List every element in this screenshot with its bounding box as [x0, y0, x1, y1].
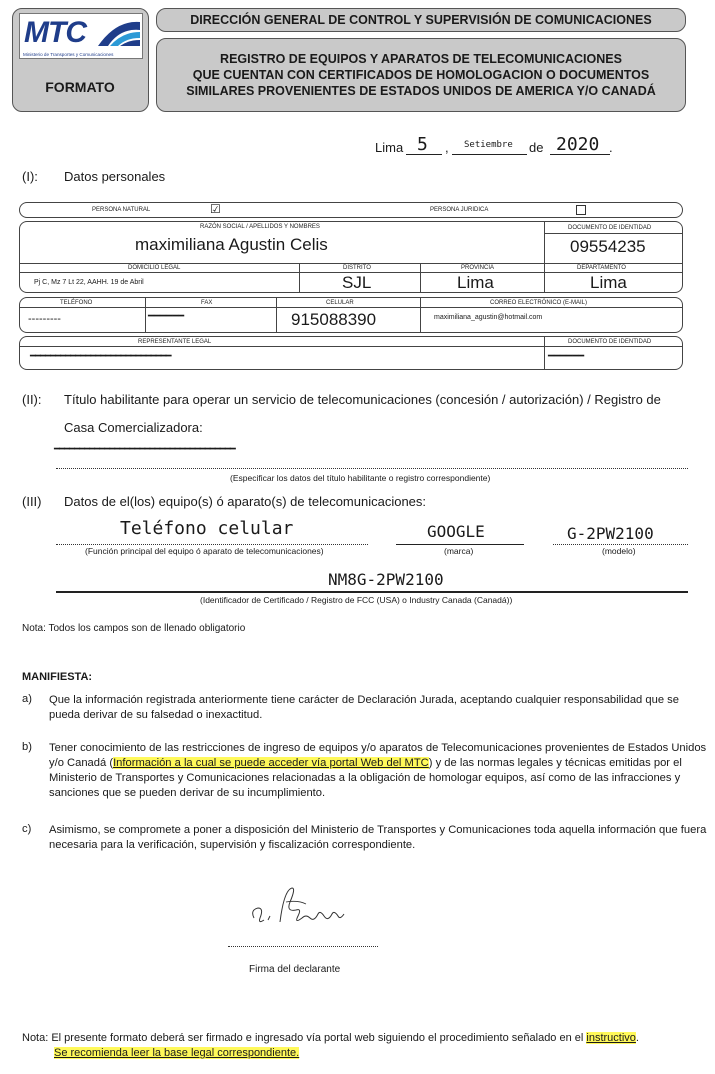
section2-title-line2: Casa Comercializadora:: [64, 420, 203, 435]
direction-box: [156, 8, 686, 32]
item-b-text-after: ) y de las normas legales y técnicas emitidas por el Ministerio de Transportes y Comunicaciones relacionadas a la obligación de homologar equipos, así como de las infracciones y sanciones que se pueden derivar de su incumplimiento.: [49, 757, 682, 799]
function-value: Teléfono celular: [120, 518, 294, 539]
persona-natural-label: PERSONA NATURAL: [92, 207, 151, 213]
distrito-divider: [299, 263, 300, 293]
model-dotted-line: [553, 544, 688, 545]
footer-note: [22, 1031, 712, 1061]
date-comma: ,: [445, 140, 449, 155]
item-a-text: Que la información registrada anteriormente tiene carácter de Declaración Jurada, aceptando cualquier responsabilidad que se pueda derivar de su falsedad o inexactitud.: [49, 694, 679, 721]
direction-title: DIRECCIÓN GENERAL DE CONTROL Y SUPERVISIÓN DE COMUNICACIONES: [190, 13, 652, 27]
brand-underline: [396, 544, 524, 545]
month-underline: [452, 154, 527, 155]
provincia-value: Lima: [457, 273, 494, 292]
model-caption: (modelo): [602, 546, 636, 556]
logo: [19, 13, 143, 59]
rep-documento-label: DOCUMENTO DE IDENTIDAD: [568, 339, 652, 345]
distrito-value: SJL: [342, 273, 372, 292]
item-a-label: a): [22, 693, 32, 705]
documento-value: 09554235: [570, 237, 646, 256]
legal-base-link[interactable]: Se recomienda leer la base legal correspondiente.: [54, 1047, 300, 1059]
section3-number: (III): [22, 494, 42, 509]
razon-social-value: maximiliana Agustin Celis: [135, 235, 328, 254]
section2-value: ━━━━━━━━━━━━━━━━━━━━━━━━━━━━━━━━━━━━: [54, 444, 235, 455]
note-required-fields: Nota: Todos los campos son de llenado obligatorio: [22, 623, 246, 634]
departamento-value: Lima: [590, 273, 627, 292]
celular-label: CELULAR: [326, 300, 354, 306]
signature: [240, 880, 360, 940]
persona-natural-checkbox[interactable]: ☑: [210, 202, 221, 216]
fax-value: ━━━━━━: [148, 311, 185, 322]
item-b-text-before: Tener conocimiento de las restricciones de ingreso de equipos y/o aparatos de Telecomunicaciones provenientes de Estados Unidos y/o Canadá (: [49, 742, 707, 769]
date-month: Setiembre: [464, 140, 513, 150]
section1-number: (I):: [22, 169, 38, 184]
domicilio-label: DOMICILIO LEGAL: [128, 265, 181, 271]
identity-divider: [20, 263, 682, 264]
cert-value: NM8G-2PW2100: [328, 570, 444, 589]
rep-documento-value: ━━━━━━: [548, 351, 585, 362]
function-caption: (Función principal del equipo ó aparato de telecomunicaciones): [85, 546, 324, 556]
manifiesta-title: MANIFIESTA:: [22, 671, 93, 683]
logo-box: [12, 8, 149, 112]
provincia-divider: [420, 263, 421, 293]
contact-label-line: [20, 307, 682, 308]
section1-title: Datos personales: [64, 169, 166, 184]
celular-value: 915088390: [291, 310, 377, 329]
section2-number: (II):: [22, 392, 42, 407]
footer-period: .: [635, 1032, 639, 1044]
razon-social-label: RAZÓN SOCIAL / APELLIDOS Y NOMBRES: [200, 224, 320, 230]
date-year: 2020: [556, 134, 600, 155]
function-dotted-line: [56, 544, 368, 545]
fax-label: FAX: [201, 300, 213, 306]
brand-value: GOOGLE: [427, 522, 485, 541]
date-city: Lima: [375, 140, 404, 155]
email-value: maximiliana_agustin@hotmail.com: [434, 314, 543, 321]
formato-label: FORMATO: [45, 79, 115, 95]
doc-underline: [544, 233, 682, 234]
email-divider: [420, 298, 421, 332]
fax-divider: [145, 298, 146, 332]
logo-subtext: Ministerio de Transportes y Comunicaciones: [23, 52, 114, 57]
section3-title: Datos de el(los) equipo(s) ó aparato(s) de telecomunicaciones:: [64, 494, 427, 509]
rep-label-line: [20, 346, 682, 347]
date-de: de: [529, 140, 544, 155]
address-label-line: [20, 272, 682, 273]
identity-row: [19, 221, 683, 293]
distrito-label: DISTRITO: [343, 265, 371, 271]
representante-row: [19, 336, 683, 370]
date-period: .: [609, 140, 613, 155]
section2-title-line1: Título habilitante para operar un servicio de telecomunicaciones (concesión / autorización) / Registro de: [64, 392, 661, 407]
date-day: 5: [417, 134, 428, 155]
cert-underline: [56, 591, 688, 593]
persona-row: [19, 202, 683, 218]
provincia-label: PROVINCIA: [461, 265, 495, 271]
representante-value: ━━━━━━━━━━━━━━━━━━━━━━━━━━━━: [30, 351, 171, 362]
celular-divider: [276, 298, 277, 332]
departamento-divider: [544, 263, 545, 293]
rep-doc-divider: [544, 337, 545, 369]
signature-line: [228, 946, 378, 947]
section2-dotted-line: [56, 468, 688, 469]
model-value: G-2PW2100: [567, 524, 654, 543]
email-label: CORREO ELECTRÓNICO (E-MAIL): [490, 300, 588, 306]
doc-divider: [544, 222, 545, 264]
instructivo-link[interactable]: instructivo: [586, 1032, 636, 1044]
mtc-portal-link[interactable]: Información a la cual se puede acceder vía portal Web del MTC: [113, 757, 429, 769]
cert-caption: (Identificador de Certificado / Registro de FCC (USA) o Industry Canada (Canadá)): [200, 595, 513, 605]
telefono-value: ---------: [28, 313, 61, 325]
logo-wave-icon: [96, 18, 142, 48]
date-line: [375, 136, 615, 156]
telefono-label: TELÉFONO: [60, 300, 93, 306]
persona-juridica-checkbox[interactable]: [576, 205, 586, 215]
persona-juridica-label: PERSONA JURIDICA: [430, 207, 489, 213]
footer-text: Nota: El presente formato deberá ser firmado e ingresado vía portal web siguiendo el procedimiento señalado en el: [22, 1032, 587, 1044]
item-b-label: b): [22, 741, 32, 753]
form-title-line1: REGISTRO DE EQUIPOS Y APARATOS DE TELECOMUNICACIONES: [220, 52, 622, 66]
logo-text: MTC: [24, 16, 86, 49]
departamento-label: DEPARTAMENTO: [577, 265, 626, 271]
representante-label: REPRESENTANTE LEGAL: [138, 339, 212, 345]
form-title-box: [156, 38, 686, 112]
form-title-line3: SIMILARES PROVENIENTES DE ESTADOS UNIDOS DE AMERICA Y/O CANADÁ: [186, 84, 656, 98]
item-c-label: c): [22, 823, 32, 835]
signature-caption: Firma del declarante: [249, 964, 341, 975]
domicilio-value: Pj C, Mz 7 Lt 22, AAHH. 19 de Abril: [34, 279, 144, 286]
section2-caption: (Especificar los datos del título habilitante o registro correspondiente): [230, 473, 491, 483]
form-title-line2: QUE CUENTAN CON CERTIFICADOS DE HOMOLOGACION O DOCUMENTOS: [192, 68, 650, 82]
documento-label: DOCUMENTO DE IDENTIDAD: [568, 225, 652, 231]
item-b-text: [49, 741, 711, 801]
brand-caption: (marca): [444, 546, 474, 556]
contact-row: [19, 297, 683, 333]
item-c-text: Asimismo, se compromete a poner a disposición del Ministerio de Transportes y Comunicaciones toda aquella información que fuera necesaria para la verificación, supervisión y fiscalización correspondiente.: [49, 824, 707, 851]
